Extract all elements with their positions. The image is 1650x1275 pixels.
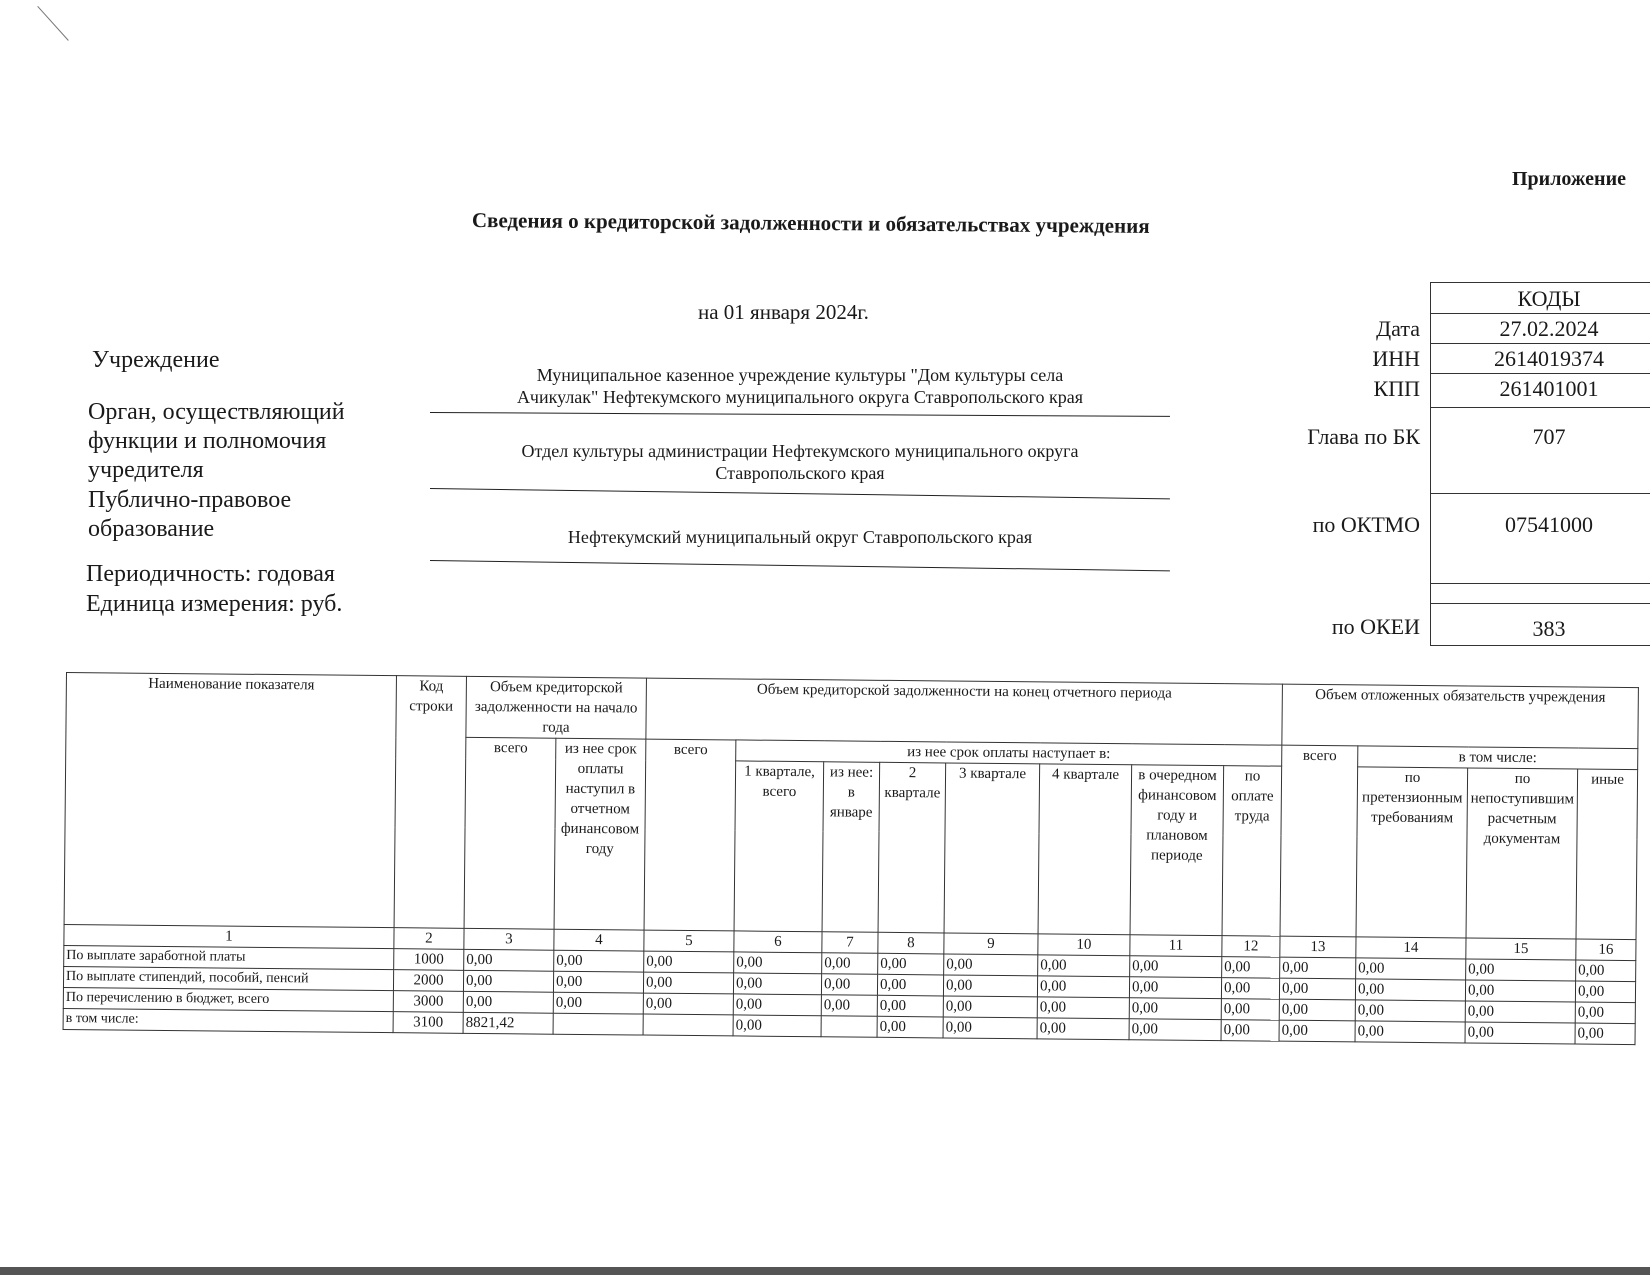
cell: 0,00: [1037, 1018, 1129, 1040]
header-deferred: Объем отложенных обязательств учреждения: [1282, 684, 1639, 748]
header-begin-total: всего: [464, 737, 556, 929]
header-end-due: из нее срок оплаты наступает в:: [736, 740, 1282, 766]
cell: 0,00: [1037, 976, 1129, 998]
date-code-value: 27.02.2024: [1499, 316, 1599, 341]
column-number: 15: [1466, 938, 1576, 960]
report-date: на 01 января 2024г.: [698, 300, 869, 324]
label-founder: [88, 398, 345, 485]
cell: 0,00: [1222, 957, 1280, 979]
bk-value: 707: [1532, 424, 1566, 449]
cell: [643, 1014, 733, 1036]
label-municipal: [88, 486, 291, 544]
cell: 0,00: [1038, 955, 1130, 977]
row-name: По перечислению в бюджет, всего: [63, 987, 393, 1011]
column-number: 13: [1280, 936, 1356, 958]
column-number: 11: [1130, 935, 1222, 957]
okei-label: по ОКЕИ: [1331, 614, 1420, 639]
cell: 0,00: [1466, 959, 1576, 981]
cell: 0,00: [1465, 980, 1575, 1002]
founder-name-line: Ставропольского края: [715, 463, 885, 483]
cell: 0,00: [1279, 978, 1355, 1000]
label-founder-line: функции и полномочия: [88, 428, 327, 454]
header-docs: по непоступившим расчетным документам: [1466, 768, 1578, 939]
cell: 0,00: [1279, 1020, 1355, 1042]
codes-divider: [1431, 313, 1650, 314]
cell: 0,00: [821, 995, 877, 1017]
codes-divider: [1431, 407, 1650, 408]
codes-divider: [1431, 493, 1650, 494]
cell: 0,00: [1130, 956, 1222, 978]
oktmo-label: по ОКТМО: [1312, 512, 1420, 537]
cell: 0,00: [733, 973, 821, 995]
header-q1: 1 квартале, всего: [734, 761, 824, 932]
label-founder-line: Орган, осуществляющий: [88, 399, 345, 425]
liabilities-table: [63, 672, 1639, 1045]
header-q4: 4 квартале: [1038, 764, 1132, 935]
cell: 0,00: [463, 991, 553, 1013]
column-number: 14: [1356, 937, 1466, 959]
codes-divider: [1431, 583, 1650, 584]
header-deferred-incl: в том числе:: [1358, 746, 1638, 770]
cell: 0,00: [877, 1016, 943, 1038]
row-code: 3000: [393, 991, 463, 1013]
document-title: Сведения о кредиторской задолженности и обязательствах учреждения: [471, 208, 1150, 238]
label-municipal-line: Публично-правовое: [88, 487, 292, 513]
codes-divider: [1431, 373, 1650, 374]
cell: 0,00: [878, 953, 944, 975]
column-number: 12: [1222, 936, 1280, 958]
inn-label: ИНН: [1372, 346, 1420, 371]
column-number: 8: [878, 932, 944, 954]
cell: 0,00: [877, 974, 943, 996]
cell: 0,00: [943, 975, 1037, 997]
row-name: По выплате стипендий, пособий, пенсий: [63, 966, 393, 990]
row-code: 2000: [393, 970, 463, 992]
institution-name: [440, 364, 1160, 408]
cell: 0,00: [733, 994, 821, 1016]
codes-divider: [1431, 603, 1650, 604]
header-next-year: в очередном финансовом году и плановом периоде: [1130, 765, 1224, 936]
row-code: 1000: [394, 949, 464, 971]
header-end-total: всего: [644, 739, 736, 931]
cell: 0,00: [943, 1017, 1037, 1039]
row-name: в том числе:: [63, 1008, 393, 1032]
cell: 0,00: [733, 1015, 821, 1037]
column-number: 16: [1576, 939, 1636, 961]
cell: 0,00: [1355, 1021, 1465, 1043]
header-q3: 3 квартале: [944, 763, 1040, 934]
cell: 0,00: [1221, 999, 1279, 1021]
cell: 0,00: [1129, 1019, 1221, 1041]
cell: 0,00: [553, 992, 643, 1014]
header-claims: по претензионным требованиям: [1356, 767, 1468, 938]
column-number: 1: [64, 924, 394, 948]
oktmo-value: 07541000: [1505, 512, 1593, 537]
column-number: 3: [464, 928, 554, 950]
underline: [430, 412, 1170, 417]
cell: 0,00: [463, 970, 553, 992]
institution-name-line: Ачикулак" Нефтекумского муниципального округа Ставропольского края: [516, 387, 1084, 407]
cell: 0,00: [554, 950, 644, 972]
cell: 0,00: [1575, 981, 1635, 1003]
header-code: Код строки: [394, 676, 466, 929]
cell: 0,00: [1221, 1020, 1279, 1042]
scan-edge: [0, 1267, 1650, 1275]
label-periodicity: Периодичность: годовая: [86, 561, 335, 587]
cell: 0,00: [1279, 999, 1355, 1021]
founder-name-line: Отдел культуры администрации Нефтекумского муниципального округа: [521, 441, 1079, 461]
header-deferred-total: всего: [1280, 745, 1358, 937]
column-number: 2: [394, 928, 464, 950]
cell: 8821,42: [463, 1012, 553, 1034]
column-number: 6: [734, 931, 822, 953]
cell: 0,00: [643, 972, 733, 994]
header-end: Объем кредиторской задолженности на конец отчетного периода: [646, 678, 1283, 745]
codes-header: КОДЫ: [1517, 286, 1581, 311]
cell: 0,00: [822, 953, 878, 975]
cell: 0,00: [643, 993, 733, 1015]
header-begin-due: из нее срок оплаты наступил в отчетном финансовом году: [554, 738, 646, 930]
kpp-value: 261401001: [1499, 376, 1599, 401]
cell: 0,00: [644, 951, 734, 973]
header-other: иные: [1576, 769, 1638, 940]
label-unit: Единица измерения: руб.: [86, 591, 343, 617]
header-wages: по оплате труда: [1222, 766, 1282, 937]
column-number: 10: [1038, 934, 1130, 956]
label-municipal-line: образование: [88, 516, 215, 542]
okei-value: 383: [1532, 616, 1566, 641]
cell: 0,00: [1037, 997, 1129, 1019]
cell: [553, 1013, 643, 1035]
cell: 0,00: [1356, 958, 1466, 980]
cell: 0,00: [553, 971, 643, 993]
row-name: По выплате заработной платы: [64, 945, 394, 969]
column-number: 9: [944, 933, 1038, 955]
cell: 0,00: [1129, 998, 1221, 1020]
cell: 0,00: [1355, 1000, 1465, 1022]
founder-name: [430, 440, 1170, 484]
column-number: 7: [822, 932, 878, 954]
institution-name-line: Муниципальное казенное учреждение культуры "Дом культуры села: [536, 365, 1064, 385]
underline: [430, 560, 1170, 571]
cell: [821, 1016, 877, 1038]
cell: 0,00: [1575, 1002, 1635, 1024]
header-name: Наименование показателя: [64, 673, 396, 928]
date-code-label: Дата: [1376, 316, 1420, 341]
cell: 0,00: [877, 995, 943, 1017]
column-number: 4: [554, 929, 644, 951]
label-founder-line: учредителя: [88, 457, 204, 483]
kpp-label: КПП: [1373, 376, 1420, 401]
header-begin: Объем кредиторской задолженности на начало года: [466, 676, 647, 739]
codes-divider: [1431, 343, 1650, 344]
cell: 0,00: [1129, 977, 1221, 999]
cell: 0,00: [1280, 957, 1356, 979]
cell: 0,00: [1575, 1023, 1635, 1045]
column-number: 5: [644, 930, 734, 952]
bk-label: Глава по БК: [1307, 424, 1420, 449]
header-january: из нее: в январе: [822, 762, 880, 933]
cell: 0,00: [1465, 1001, 1575, 1023]
cell: 0,00: [821, 974, 877, 996]
header-q2: 2 квартале: [878, 762, 946, 933]
underline: [430, 488, 1170, 499]
municipal-name: Нефтекумский муниципальный округ Ставропольского края: [567, 527, 1033, 547]
row-code: 3100: [393, 1012, 463, 1034]
cell: 0,00: [1576, 960, 1636, 982]
cell: 0,00: [943, 996, 1037, 1018]
cell: 0,00: [1355, 979, 1465, 1001]
scan-scratch-mark: [37, 6, 69, 41]
appendix-label: Приложение: [1512, 168, 1626, 190]
cell: 0,00: [734, 952, 822, 974]
cell: 0,00: [944, 954, 1038, 976]
inn-value: 2614019374: [1494, 346, 1604, 371]
cell: 0,00: [1465, 1022, 1575, 1044]
cell: 0,00: [1221, 978, 1279, 1000]
cell: 0,00: [464, 949, 554, 971]
label-institution: Учреждение: [92, 347, 220, 373]
